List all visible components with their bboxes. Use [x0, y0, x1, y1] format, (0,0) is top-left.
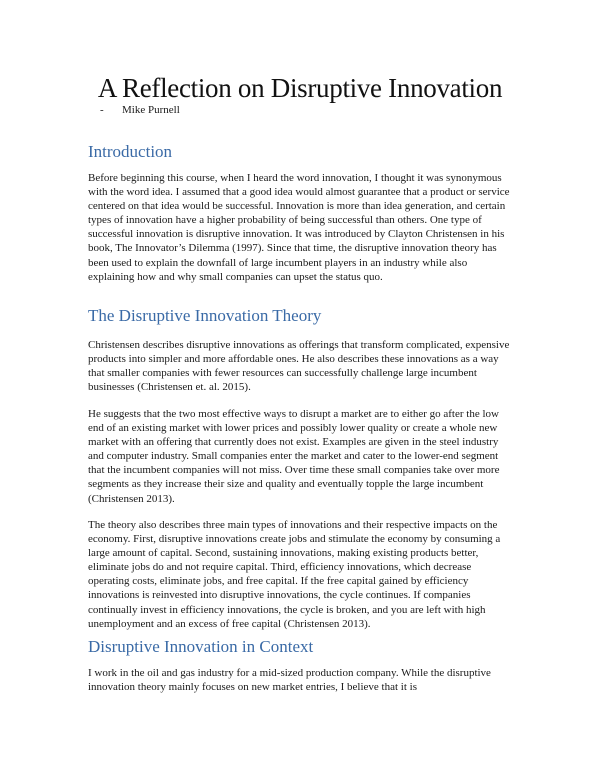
- author-line: [100, 103, 180, 117]
- paragraph-theory-innovation-types: The theory also describes three main types of innovations and their respective impacts on the economy. First, disruptive innovations create jobs and stimulate the economy by consuming a large amount of capital. Second, sustaining innovations, making existing products better, eliminate jobs do and not require capital. Third, efficiency innovations, which decrease operating costs, eliminate jobs, and free capital. If the free capital gained by efficiency innovations is reinvested into disruptive innovations, the cycle continues. If companies continually invest in efficiency innovations, the cycle is broken, and you are left with high unemployment and an excess of free capital (Christensen 2013).: [88, 519, 501, 630]
- author-name: Mike Purnell: [122, 104, 180, 116]
- document-title: A Reflection on Disruptive Innovation: [97, 73, 503, 103]
- paragraph-theory-definition: Christensen describes disruptive innovations as offerings that transform complicated, expensive products into simpler and more affordable ones. He also describes these innovations as a way that smaller companies with fewer resources can successfully challenge large incumbent businesses (Christensen et. al. 2015).: [88, 339, 510, 394]
- heading-disruptive-innovation-context: Disruptive Innovation in Context: [88, 637, 314, 656]
- heading-disruptive-innovation-theory: The Disruptive Innovation Theory: [88, 306, 322, 325]
- heading-introduction: Introduction: [88, 142, 173, 161]
- paragraph-context: I work in the oil and gas industry for a mid-sized production company. While the disruptive innovation theory mainly focuses on new market entries, I believe that it is: [88, 667, 491, 694]
- paragraph-theory-disrupt-market: He suggests that the two most effective ways to disrupt a market are to either go after the low end of an existing market with lower prices and possibly lower quality or create a whole new market with an offering that currently does not exist. Examples are given in the steel industry and computer industry. Small companies enter the market and cater to the lower-end segment that the incumbent companies will not miss. Over time these small companies take over more segments as they increase their size and quality and eventually topple the large incumbent (Christensen 2013).: [88, 408, 500, 505]
- paragraph-introduction: Before beginning this course, when I heard the word innovation, I thought it was synonymous with the word idea. I assumed that a good idea would almost guarantee that a product or service centered on that idea would be successful. Innovation is more than idea generation, and certain types of innovation have a higher probability of being successful than others. One type of successful innovation is disruptive innovation. It was introduced by Clayton Christensen in his book, The Innovator’s Dilemma (1997). Since that time, the disruptive innovation theory has been used to explain the downfall of large incumbent players in an industry while also explaining how and why small companies can upset the status quo.: [88, 172, 510, 283]
- author-dash: -: [100, 104, 104, 116]
